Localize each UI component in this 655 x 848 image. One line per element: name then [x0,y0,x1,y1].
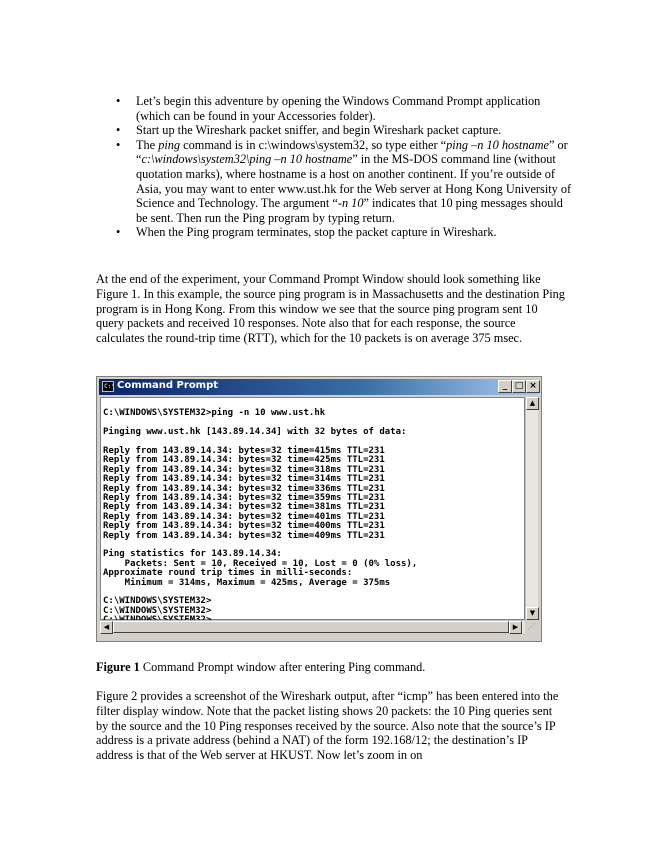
console-line: C:\WINDOWS\SYSTEM32>ping -n 10 www.ust.hk [103,408,326,419]
console-line: Reply from 143.89.14.34: bytes=32 time=359ms TTL=231 [103,493,385,504]
close-button[interactable]: × [526,380,540,393]
figure2-paragraph: Figure 2 provides a screenshot of the Wireshark output, after “icmp” has been entered into the filter display window. Note that the packet listing shows 20 packets: the 10 Ping queries sent by the source and the 10 Ping responses received by the source. Also note that the source’s IP address is a private address (behind a NAT) of the form 192.168/12; the destination’s IP address is that of the Web server at HKUST. Now let’s zoom in on [96,689,559,763]
figure-label: Figure 1 [96,660,140,674]
bullet-text: The [136,137,159,152]
scroll-right-button[interactable]: ▶ [509,621,522,634]
command-prompt-window [96,376,542,642]
maximize-button[interactable]: □ [512,380,526,393]
figure-caption [96,660,566,675]
minimize-button[interactable]: _ [498,380,512,393]
bullet-text: -n 10 [337,196,364,211]
bullet-text: ping –n 10 hostname [446,137,549,152]
scroll-left-button[interactable]: ◀ [100,621,113,634]
console-line: Reply from 143.89.14.34: bytes=32 time=381ms TTL=231 [103,502,385,513]
scroll-down-button[interactable]: ▼ [526,607,539,620]
console-line: Packets: Sent = 10, Received = 10, Lost = 0 (0% loss), [103,558,418,569]
console-line: Reply from 143.89.14.34: bytes=32 time=400ms TTL=231 [103,521,385,532]
scroll-up-button[interactable]: ▲ [526,397,539,410]
bullet-marker: • [116,137,121,152]
console-line: C:\WINDOWS\SYSTEM32> [103,596,212,607]
console-text [101,398,524,626]
bullet-text: ping [158,137,181,152]
console-line: Reply from 143.89.14.34: bytes=32 time=318ms TTL=231 [103,464,385,475]
instruction-list [116,94,576,240]
bullet-item [116,123,576,138]
console-line: Pinging www.ust.hk [143.89.14.34] with 32 bytes of data: [103,427,407,438]
console-line: C:\WINDOWS\SYSTEM32> [103,605,212,616]
bullet-text: ” in the MS-DOS command line (without quotation marks), where hostname is a host on another continent. If you’re outside of Asia, you may want to enter www.ust.hk for the Web server at Hong Kong University of Science and Technology. The argument “ [136,152,572,211]
vertical-scrollbar[interactable] [525,397,538,620]
command-prompt-icon: C:\ [104,383,115,390]
bullet-text: Start up the Wireshark packet sniffer, and begin Wireshark packet capture. [136,123,502,138]
bullet-marker: • [116,225,121,240]
console-line: Approximate round trip times in milli-seconds: [103,568,353,579]
bullet-text: ” or “ [136,137,568,167]
console-line: Ping statistics for 143.89.14.34: [103,549,282,560]
window-title: Command Prompt [117,380,219,391]
console-line: Reply from 143.89.14.34: bytes=32 time=336ms TTL=231 [103,483,385,494]
resize-grip-icon[interactable]: ⋰ [525,620,538,633]
console-output[interactable] [100,397,525,620]
intro-paragraph: At the end of the experiment, your Command Prompt Window should look something like Figure 1. In this example, the source ping program is in Massachusetts and the destination Ping program is in Hong Kong. From this window we see that the source ping program sent 10 query packets and received 10 responses. Note also that for each response, the source calculates the round-trip time (RTT), which for the 10 packets is on average 375 msec. [96,272,565,346]
bullet-text: c:\windows\system32\ping –n 10 hostname [141,152,353,167]
bullet-marker: • [116,123,121,138]
console-line: Reply from 143.89.14.34: bytes=32 time=409ms TTL=231 [103,530,385,541]
bullet-item [116,94,576,123]
console-line: Minimum = 314ms, Maximum = 425ms, Average = 375ms [103,577,391,588]
bullet-item [116,225,576,240]
bullet-item [116,138,576,226]
horizontal-scrollbar[interactable] [100,620,525,633]
bullet-text: ” indicates that 10 ping messages should be sent. Then run the Ping program by typing return. [136,196,563,225]
window-titlebar[interactable] [99,379,539,395]
console-line: Reply from 143.89.14.34: bytes=32 time=425ms TTL=231 [103,455,385,466]
console-line: Reply from 143.89.14.34: bytes=32 time=401ms TTL=231 [103,511,385,522]
caption-text: Command Prompt window after entering Ping command. [139,660,426,674]
bullet-text: When the Ping program terminates, stop the packet capture in Wireshark. [136,225,497,240]
bullet-marker: • [116,94,121,108]
bullet-text: Let’s begin this adventure by opening the Windows Command Prompt application (which can be found in your Accessories folder). [136,94,541,123]
horizontal-scroll-thumb[interactable] [113,621,509,633]
console-line: Reply from 143.89.14.34: bytes=32 time=314ms TTL=231 [103,474,385,485]
console-line: Reply from 143.89.14.34: bytes=32 time=415ms TTL=231 [103,445,385,456]
bullet-text: command is in c:\windows\system32, so type either “ [180,137,447,152]
